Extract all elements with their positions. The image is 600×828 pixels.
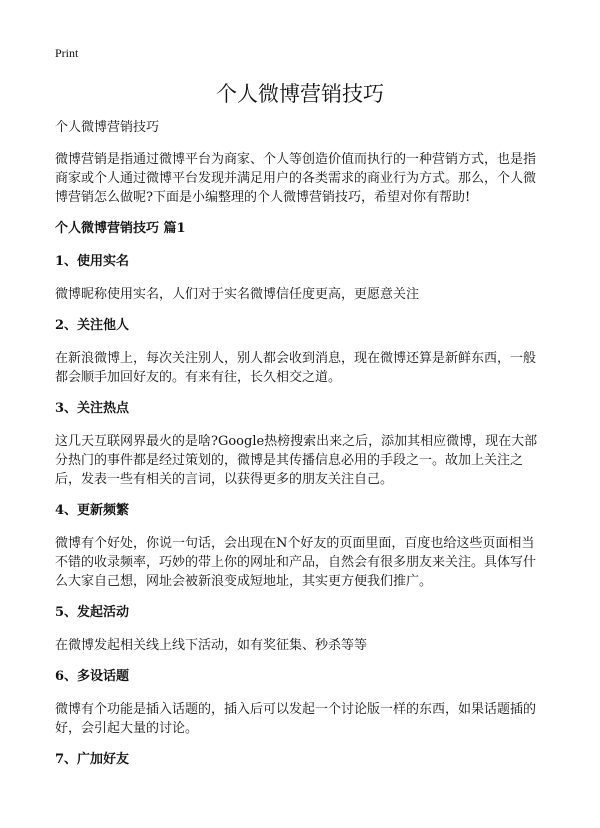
section-body-3: 这几天互联网界最火的是啥?Google热榜搜索出来之后，添加其相应微博，现在大部分热门的事件都是经过策划的，微博是其传播信息必用的手段之一。故加上关注之后，发表一些有相关的言词，以获得更多的朋友关注自己。 bbox=[55, 434, 538, 487]
part-heading: 个人微博营销技巧 篇1 bbox=[55, 221, 186, 236]
section-heading-5: 5、发起活动 bbox=[55, 605, 130, 620]
document-body bbox=[55, 118, 547, 783]
section-body-2: 在新浪微博上，每次关注别人，别人都会收到消息，现在微博还算是新鲜东西，一般都会顺手加回好友的。有来有往，长久相交之道。 bbox=[55, 351, 537, 385]
section-heading-3: 3、关注热点 bbox=[55, 401, 130, 416]
section-heading-7: 7、广加好友 bbox=[55, 752, 130, 767]
section-heading-6: 6、多设话题 bbox=[55, 669, 130, 684]
section-body-1: 微博昵称使用实名，人们对于实名微博信任度更高，更愿意关注 bbox=[55, 287, 420, 302]
document-title: 个人微博营销技巧 bbox=[216, 82, 384, 106]
section-heading-4: 4、更新频繁 bbox=[55, 503, 130, 518]
section-heading-2: 2、关注他人 bbox=[55, 318, 130, 333]
section-body-5: 在微博发起相关线上线下活动，如有奖征集、秒杀等等 bbox=[55, 638, 368, 653]
section-body-6: 微博有个功能是插入话题的，插入后可以发起一个讨论版一样的东西，如果话题插的好，会引起大量的讨论。 bbox=[55, 702, 537, 736]
section-body-4: 微博有个好处，你说一句话，会出现在N个好友的页面里面，百度也给这些页面相当不错的收录频率，巧妙的带上你的网址和产品，自然会有很多朋友来关注。具体写什么大家自己想，网址会被新浪变成短地址，其实更方便我们推广。 bbox=[55, 536, 537, 589]
intro-paragraph: 微博营销是指通过微博平台为商家、个人等创造价值而执行的一种营销方式，也是指商家或个人通过微博平台发现并满足用户的各类需求的商业行为方式。那么，个人微博营销怎么做呢?下面是小编整理的个人微博营销技巧，希望对你有帮助! bbox=[55, 152, 537, 205]
document-subtitle: 个人微博营销技巧 bbox=[55, 120, 160, 135]
section-heading-1: 1、使用实名 bbox=[55, 254, 130, 269]
print-label: Print bbox=[55, 46, 79, 60]
